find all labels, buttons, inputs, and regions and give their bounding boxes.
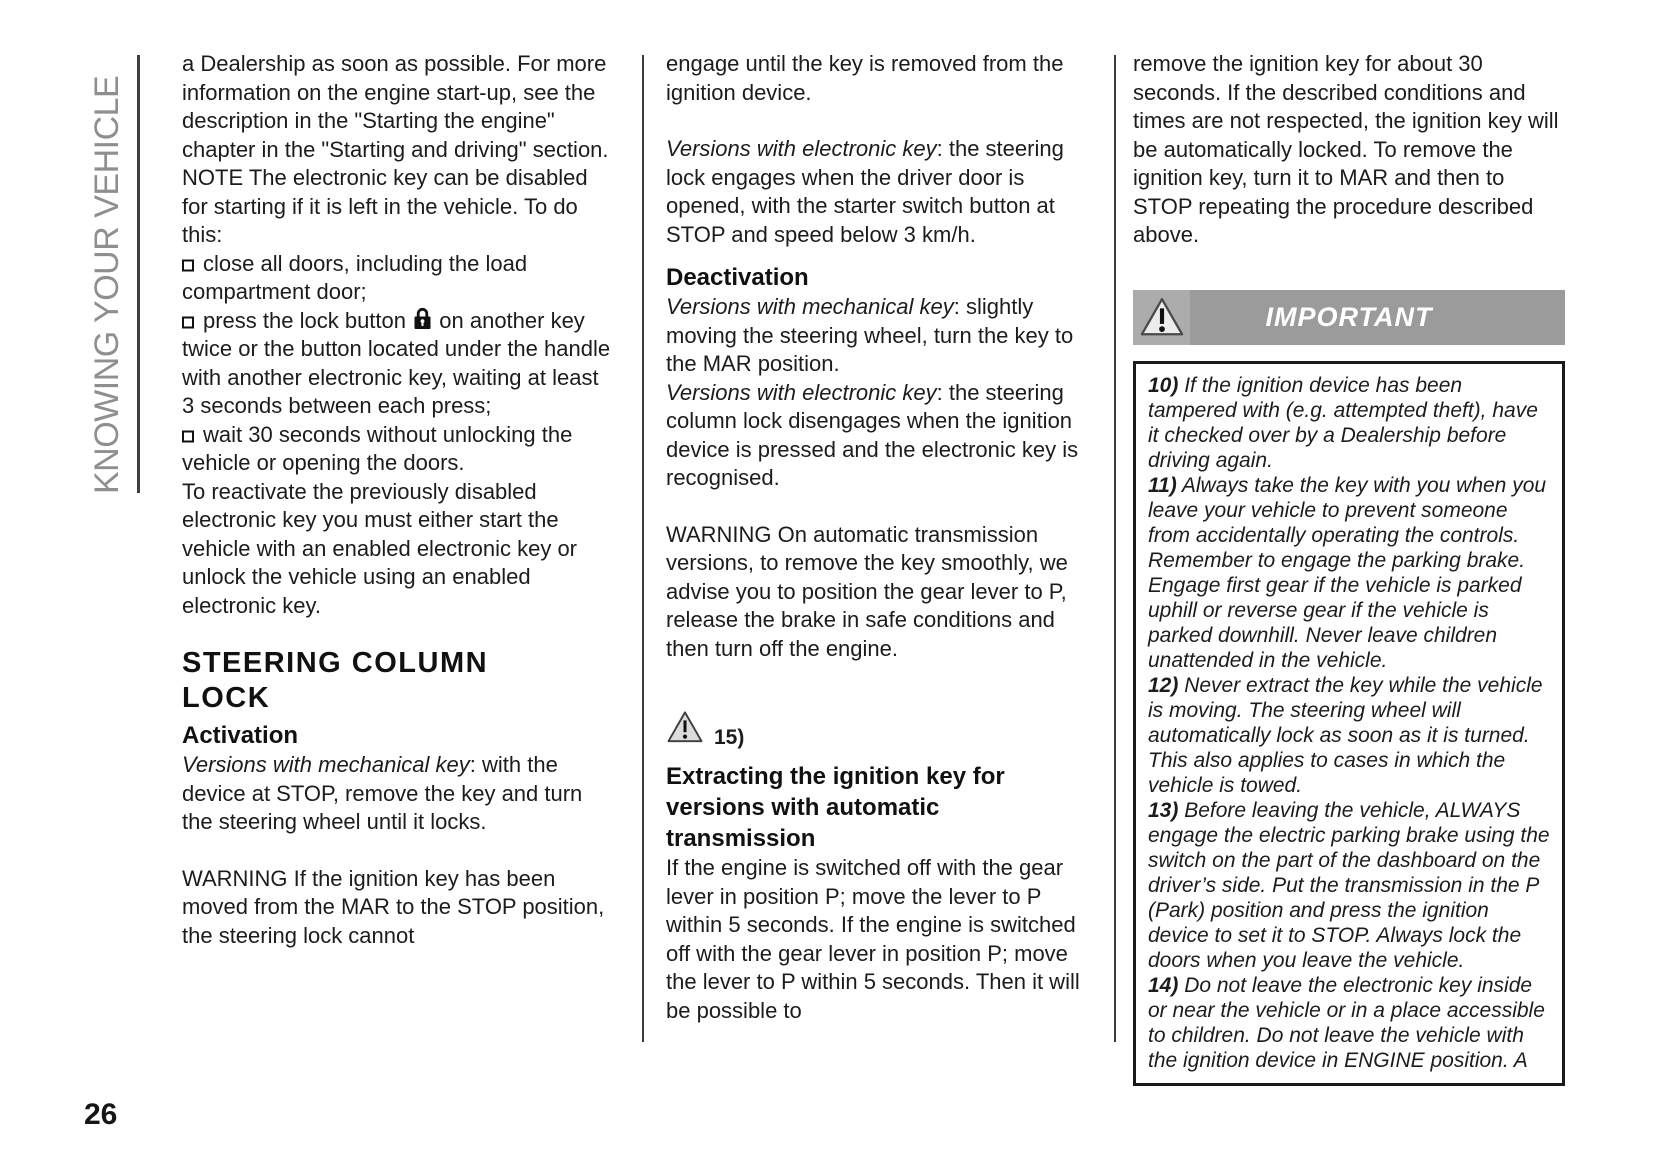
important-notes-box — [1133, 361, 1565, 1086]
important-note — [1148, 673, 1550, 798]
important-banner — [1133, 290, 1565, 345]
important-banner-label: IMPORTANT — [1265, 301, 1433, 332]
sidebar-rule — [137, 55, 140, 493]
bullet-text: press the lock button — [203, 307, 407, 333]
bullet-text: wait 30 seconds without unlocking the vehicle or opening the doors. — [182, 421, 573, 475]
section-heading: STEERING COLUMN LOCK — [182, 647, 489, 714]
note-text: If the ignition device has been tampered with (e.g. attempted theft), have it checked over by a Dealership before driving again. — [1148, 373, 1538, 472]
bullet-text: close all doors, including the load compartment door; — [182, 250, 528, 304]
column-2 — [666, 50, 1090, 1025]
paragraph — [666, 379, 1090, 493]
text-run: : slightly moving the steering wheel, turn the key to the MAR position. — [666, 294, 1074, 376]
text-run: : the steering lock engages when the driver door is opened, with the starter switch button at STOP and speed below 3 km/h. — [666, 136, 1064, 247]
column-1 — [182, 50, 614, 950]
column-divider-2 — [1114, 55, 1116, 1042]
paragraph: If the engine is switched off with the gear lever in position P; move the lever to P within 5 seconds. If the engine is switched off with the gear lever in position P; move the lever to P within 5 seconds. Then it will be possible to — [666, 855, 1080, 1023]
square-bullet-icon — [182, 259, 194, 271]
bullet-item — [182, 421, 614, 478]
italic-run: Versions with mechanical key — [666, 294, 954, 319]
chapter-title-vertical: KNOWING YOUR VEHICLE — [88, 75, 126, 494]
column-divider-1 — [642, 55, 644, 1042]
note-number: 13) — [1148, 798, 1179, 822]
paragraph: To reactivate the previously disabled electronic key you must either start the vehicle with an enabled electronic key or unlock the vehicle using an enabled electronic key. — [182, 478, 578, 618]
important-note — [1148, 973, 1550, 1073]
italic-run: Versions with mechanical key — [182, 752, 470, 777]
warning-paragraph: WARNING On automatic transmission versions, to remove the key smoothly, we advise you to position the gear lever to P, release the brake in safe conditions and then turn off the engine. — [666, 521, 1068, 661]
square-bullet-icon — [182, 430, 194, 442]
footnote-number: 15) — [714, 726, 745, 749]
note-number: 11) — [1148, 473, 1177, 497]
bullet-item — [182, 307, 614, 421]
note-text: Always take the key with you when you leave your vehicle to prevent someone from accidentally operating the controls. Remember to engage the parking brake. Engage first gear if the vehicle is parked uphill or reverse gear if the vehicle is parked downhill. Never leave children unattended in the vehicle. — [1148, 473, 1547, 672]
note-number: 10) — [1148, 373, 1179, 397]
important-note — [1148, 473, 1550, 673]
italic-run: Versions with electronic key — [666, 379, 937, 405]
subsection-heading: Extracting the ignition key for versions with automatic transmission — [666, 763, 1005, 852]
warning-triangle-icon — [1133, 290, 1190, 345]
square-bullet-icon — [182, 316, 194, 328]
note-text: Never extract the key while the vehicle is moving. The steering wheel will automatically lock as soon as it is turned. This also applies to cases in which the vehicle is towed. — [1148, 673, 1543, 797]
warning-triangle-icon — [666, 710, 704, 749]
important-note — [1148, 373, 1550, 473]
lock-icon — [412, 308, 433, 333]
note-text: Do not leave the electronic key inside or near the vehicle or in a place accessible to children. Do not leave the vehicle with the ignition device in ENGINE position. A — [1148, 973, 1545, 1072]
paragraph — [666, 293, 1090, 379]
text-run: : the steering column lock disengages when the ignition device is pressed and the electronic key is recognised. — [666, 379, 1079, 490]
italic-run: Versions with electronic key — [666, 136, 937, 161]
note-text: Before leaving the vehicle, ALWAYS engage the electric parking brake using the switch on the part of the dashboard on the driver’s side. Put the transmission in the P (Park) position and press the ignition device to set it to STOP. Always lock the doors when you leave the vehicle. — [1148, 798, 1550, 972]
important-note — [1148, 798, 1550, 973]
paragraph: NOTE The electronic key can be disabled for starting if it is left in the vehicle. To do this: — [182, 165, 588, 247]
paragraph — [182, 751, 614, 837]
paragraph: a Dealership as soon as possible. For more information on the engine start-up, see the description in the "Starting the engine" chapter in the "Starting and driving" section. — [182, 51, 609, 162]
warning-paragraph: WARNING If the ignition key has been moved from the MAR to the STOP position, the steering lock cannot — [182, 865, 605, 948]
bullet-text: on another key twice or the button located under the handle with another electronic key, waiting at least 3 seconds between each press; — [182, 307, 611, 418]
page-number: 26 — [84, 1098, 118, 1131]
note-number: 14) — [1148, 973, 1179, 997]
subsection-heading: Activation — [182, 722, 299, 749]
note-number: 12) — [1148, 673, 1179, 697]
paragraph: engage until the key is removed from the ignition device. — [666, 51, 1064, 105]
paragraph — [666, 135, 1090, 249]
text-run: : with the device at STOP, remove the key and turn the steering wheel until it locks. — [182, 752, 583, 834]
footnote-reference — [666, 709, 1090, 749]
paragraph: remove the ignition key for about 30 seconds. If the described conditions and times are not respected, the ignition key will be automatically locked. To remove the ignition key, turn it to MAR and then to STOP repeating the procedure described above. — [1133, 51, 1559, 247]
column-3 — [1133, 50, 1565, 1086]
subsection-heading: Deactivation — [666, 264, 809, 291]
bullet-item — [182, 250, 614, 307]
